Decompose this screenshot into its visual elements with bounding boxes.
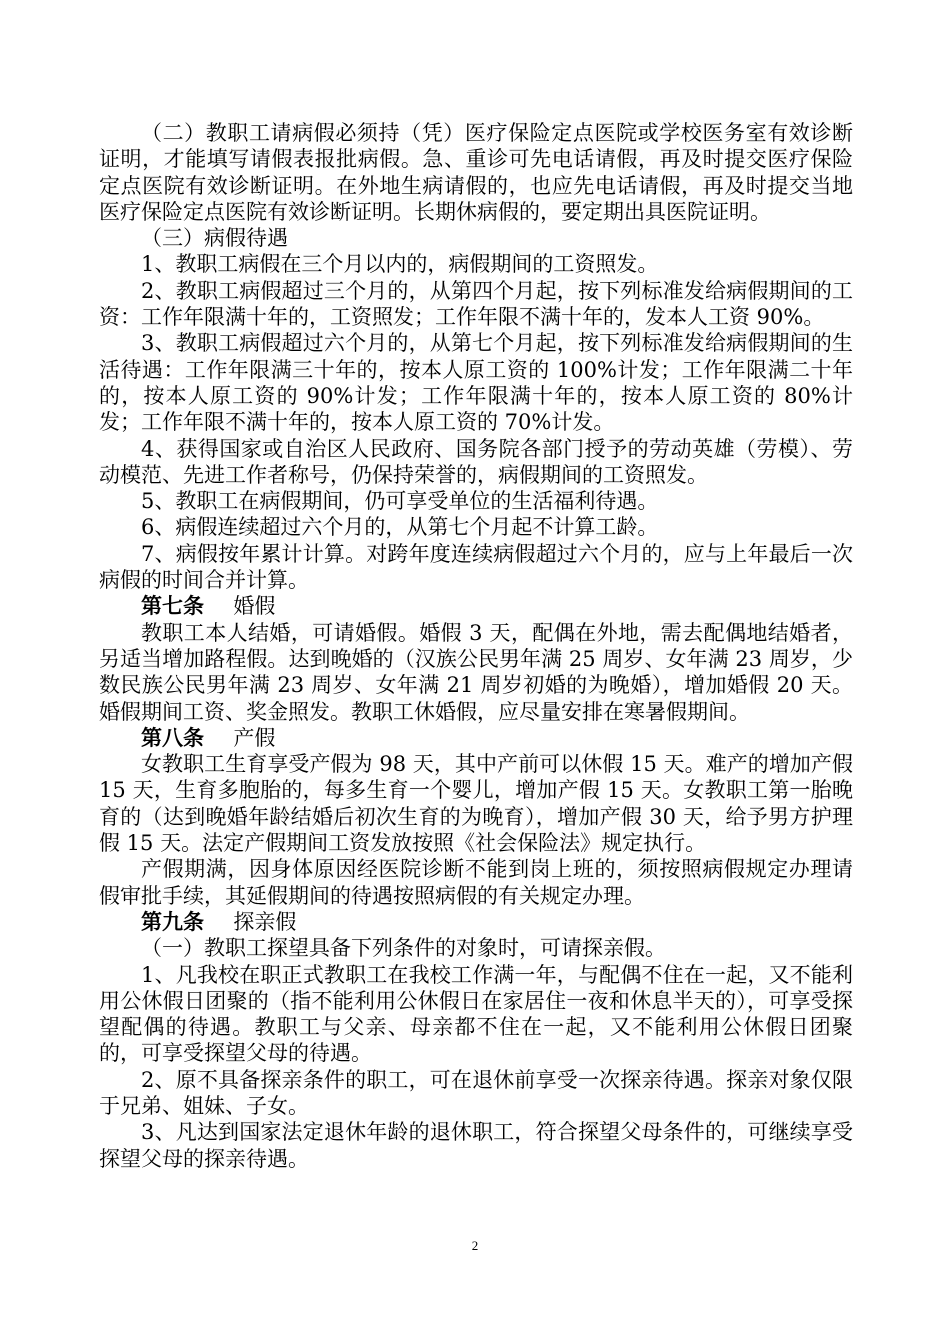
article-title: 探亲假 [233, 909, 297, 934]
article-title: 产假 [233, 725, 276, 750]
page-number: 2 [471, 1238, 479, 1253]
article-heading [99, 593, 853, 619]
body-paragraph: 3、教职工病假超过六个月的，从第七个月起，按下列标准发给病假期间的生活待遇：工作年限满三十年的，按本人原工资的 100%计发；工作年限满二十年的，按本人原工资的 90%计发；工作年限满十年的，按本人原工资的 80%计发；工作年限不满十年的，按本人原工资的 70%计发。 [99, 331, 853, 435]
body-paragraph: 2、原不具备探亲条件的职工，可在退休前享受一次探亲待遇。探亲对象仅限于兄弟、姐妹、子女。 [99, 1067, 853, 1118]
article-number: 第九条 [141, 908, 204, 934]
body-paragraph: 产假期满，因身体原因经医院诊断不能到岗上班的，须按照病假规定办理请假审批手续，其延假期间的待遇按照病假的有关规定办理。 [99, 857, 853, 908]
document-body [99, 120, 853, 1172]
body-paragraph: 2、教职工病假超过三个月的，从第四个月起，按下列标准发给病假期间的工资：工作年限满十年的，工资照发；工作年限不满十年的，发本人工资 90%。 [99, 278, 853, 330]
body-paragraph: 1、凡我校在职正式教职工在我校工作满一年，与配偶不住在一起，又不能利用公休假日团聚的（指不能利用公休假日在家居住一夜和休息半天的），可享受探望配偶的待遇。教职工与父亲、母亲都不住在一起，又不能利用公休假日团聚的，可享受探望父母的待遇。 [99, 962, 853, 1066]
body-paragraph: 4、获得国家或自治区人民政府、国务院各部门授予的劳动英雄（劳模）、劳动模范、先进工作者称号，仍保持荣誉的，病假期间的工资照发。 [99, 436, 853, 487]
body-paragraph: 1、教职工病假在三个月以内的，病假期间的工资照发。 [141, 252, 659, 277]
body-paragraph: 7、病假按年累计计算。对跨年度连续病假超过六个月的，应与上年最后一次病假的时间合并计算。 [99, 541, 853, 593]
article-heading [99, 725, 853, 751]
article-title: 婚假 [233, 594, 276, 619]
article-number: 第七条 [141, 593, 204, 619]
body-paragraph: 6、病假连续超过六个月的，从第七个月起不计算工龄。 [141, 515, 659, 540]
article-heading [99, 909, 853, 935]
body-paragraph: 女教职工生育享受产假为 98 天，其中产前可以休假 15 天。难产的增加产假 15 天，生育多胞胎的，每多生育一个婴儿，增加产假 15 天。女教职工第一胎晚育的（达到晚婚年龄结婚后初次生育的为晚育），增加产假 30 天，给予男方护理假 15 天。法定产假期间工资发放按照《社会保险法》规定执行。 [99, 752, 853, 856]
body-paragraph: 5、教职工在病假期间，仍可享受单位的生活福利待遇。 [141, 489, 659, 514]
body-paragraph: 3、凡达到国家法定退休年龄的退休职工，符合探望父母条件的，可继续享受探望父母的探亲待遇。 [99, 1120, 853, 1171]
body-paragraph: 教职工本人结婚，可请婚假。婚假 3 天，配偶在外地，需去配偶地结婚者，另适当增加路程假。达到晚婚的（汉族公民男年满 25 周岁、女年满 23 周岁，少数民族公民男年满 23 周岁、女年满 21 周岁初婚的为晚婚），增加婚假 20 天。婚假期间工资、奖金照发。教职工休婚假，应尽量安排在寒暑假期间。 [99, 620, 853, 724]
article-number: 第八条 [141, 724, 204, 750]
body-paragraph: （三）病假待遇 [141, 226, 288, 251]
body-paragraph: （二）教职工请病假必须持（凭）医疗保险定点医院或学校医务室有效诊断证明，才能填写请假表报批病假。急、重诊可先电话请假，再及时提交医疗保险定点医院有效诊断证明。在外地生病请假的，也应先电话请假，再及时提交当地医疗保险定点医院有效诊断证明。长期休病假的，要定期出具医院证明。 [99, 121, 853, 224]
body-paragraph: （一）教职工探望具备下列条件的对象时，可请探亲假。 [141, 936, 666, 961]
